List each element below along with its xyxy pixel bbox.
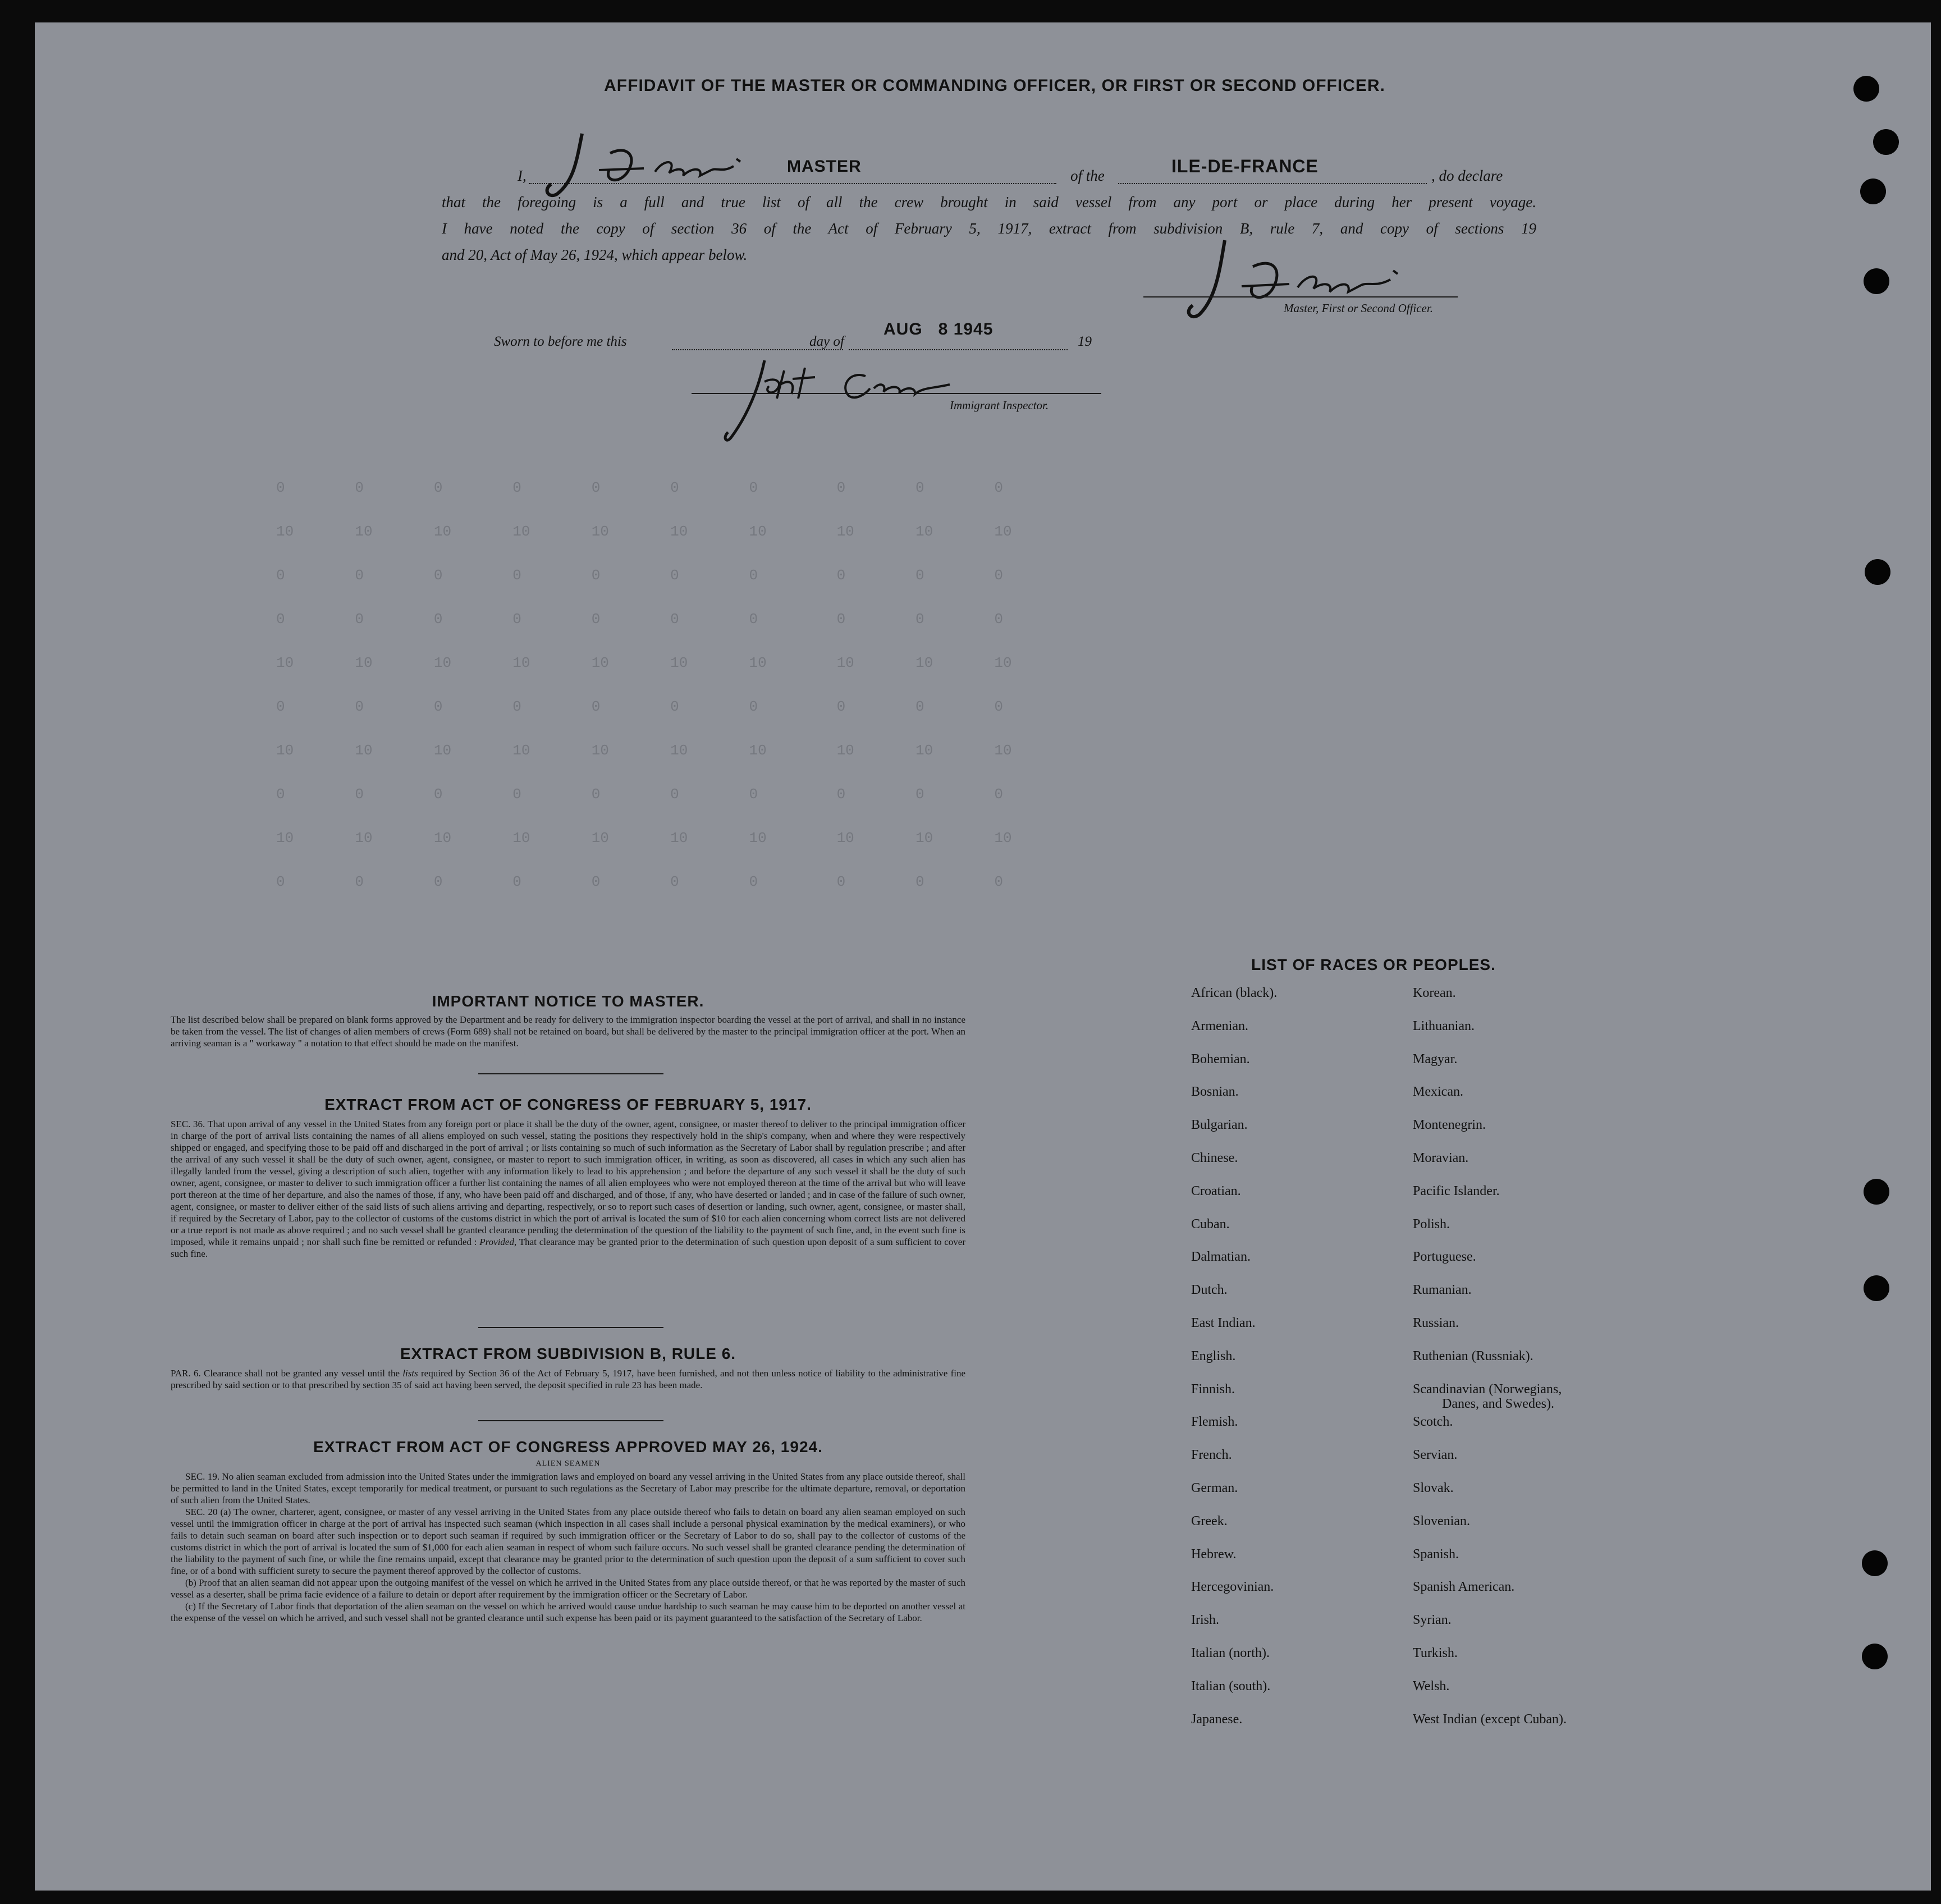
binder-hole — [1864, 1275, 1889, 1301]
race-item: Croatian. — [1191, 1183, 1241, 1198]
race-item: West Indian (except Cuban). — [1413, 1711, 1567, 1727]
binder-hole — [1860, 178, 1886, 204]
sworn-label: Sworn to before me this — [494, 334, 627, 349]
race-item: Russian. — [1413, 1316, 1459, 1330]
binder-hole — [1865, 559, 1890, 585]
race-item: Dalmatian. — [1191, 1250, 1251, 1265]
race-item: Spanish American. — [1413, 1580, 1515, 1595]
race-item-continuation: Danes, and Swedes). — [1442, 1396, 1554, 1411]
day-of-label: day of — [809, 334, 844, 349]
divider-1 — [478, 1073, 663, 1074]
race-item: Italian (south). — [1191, 1678, 1271, 1694]
notice-title: IMPORTANT NOTICE TO MASTER. — [432, 992, 704, 1010]
vessel-line — [1118, 183, 1427, 184]
race-item: Dutch. — [1191, 1283, 1228, 1298]
race-item: Cuban. — [1191, 1216, 1230, 1232]
race-item: Lithuanian. — [1413, 1018, 1475, 1033]
divider-3 — [478, 1420, 663, 1421]
race-item: Mexican. — [1413, 1084, 1463, 1100]
race-item: Japanese. — [1191, 1711, 1243, 1727]
affidavit-line-3: I have noted the copy of section 36 of the Act of February 5, 1917, extract from subdivision B, rule 7, and copy of sections 19 — [442, 220, 1536, 237]
race-item: Flemish. — [1191, 1415, 1238, 1430]
master-signature-caption: Master, First or Second Officer. — [1284, 301, 1433, 315]
race-item: Moravian. — [1413, 1151, 1469, 1165]
binder-hole — [1862, 1644, 1888, 1669]
race-item: East Indian. — [1191, 1316, 1256, 1330]
sec20c-text: (c) If the Secretary of Labor finds that deportation of the alien seaman on the vessel on which he arrived would cause undue hardship to such seaman he may cause him to be deported on another vessel at the expense of the vessel on which he arrived, and such vessel shall not be granted clearance until such expense has been paid or its payment guaranteed to the satisfaction of the Secretary of Labor. — [171, 1601, 965, 1623]
binder-hole — [1864, 1179, 1889, 1205]
race-item: Rumanian. — [1413, 1283, 1472, 1298]
year-prefix: 19 — [1078, 334, 1092, 349]
race-item: Hercegovinian. — [1191, 1580, 1274, 1595]
binder-hole — [1864, 268, 1889, 294]
rule6-title: EXTRACT FROM SUBDIVISION B, RULE 6. — [400, 1345, 736, 1362]
alien-seamen-subtitle: ALIEN SEAMEN — [535, 1459, 601, 1468]
document-page — [35, 22, 1931, 1891]
affidavit-title: AFFIDAVIT OF THE MASTER OR COMMANDING OFFICER, OR FIRST OR SECOND OFFICER. — [604, 76, 1385, 95]
role-stamp: MASTER — [787, 157, 862, 176]
rule6-text — [171, 1367, 965, 1391]
inspector-signature-line — [692, 393, 1101, 394]
of-the-label: of the — [1070, 167, 1105, 184]
race-item: Slovak. — [1413, 1481, 1454, 1495]
race-item: Spanish. — [1413, 1546, 1459, 1562]
extract-1917-title: EXTRACT FROM ACT OF CONGRESS OF FEBRUARY 5, 1917. — [324, 1096, 812, 1113]
race-item: Welsh. — [1413, 1678, 1450, 1694]
race-item: Irish. — [1191, 1613, 1219, 1628]
inspector-signature — [680, 354, 995, 452]
affidavit-line-4: and 20, Act of May 26, 1924, which appear below. — [442, 246, 748, 263]
race-item: Pacific Islander. — [1413, 1183, 1500, 1198]
vessel-stamp: ILE-DE-FRANCE — [1171, 156, 1319, 176]
rule6-lists: lists — [402, 1368, 418, 1379]
race-item: Chinese. — [1191, 1151, 1238, 1165]
race-item: Polish. — [1413, 1216, 1450, 1232]
race-item: Syrian. — [1413, 1613, 1452, 1628]
race-item: Finnish. — [1191, 1381, 1235, 1397]
sec19-text: SEC. 19. No alien seaman excluded from admission into the United States under the immigration laws and employed on board any vessel arriving in the United States from any place outside thereof, shall be permitted to land in the United States, except temporarily for medical treatment, or pursuant to such regulations as the Secretary of Labor may prescribe for the ultimate departure, removal, or deportation of such alien from the United States. — [171, 1471, 965, 1505]
affidavit-line-2: that the foregoing is a full and true list of all the crew brought in said vessel from any port or place during her present voyage. — [442, 194, 1536, 210]
race-item: Magyar. — [1413, 1051, 1458, 1067]
extract-1924-text — [171, 1471, 965, 1624]
race-item: Scotch. — [1413, 1415, 1453, 1430]
race-item: Ruthenian (Russniak). — [1413, 1348, 1533, 1363]
race-item: Servian. — [1413, 1448, 1458, 1463]
extract-1924-title: EXTRACT FROM ACT OF CONGRESS APPROVED MAY 26, 1924. — [313, 1438, 823, 1456]
inspector-caption: Immigrant Inspector. — [950, 399, 1049, 412]
race-item: African (black). — [1191, 986, 1278, 1000]
sworn-month-line — [849, 349, 1068, 350]
sec36-body: SEC. 36. That upon arrival of any vessel in the United States from any foreign port or place it shall be the duty of the owner, agent, consignee, or master thereof to deliver to the principal immigration officer in charge of the port of arrival lists containing the names of all aliens employed on such vessel, stating the positions they respectively hold in the ship's company, when and where they were respectively shipped or engaged, and specifying those to be paid off and discharged in the port of arrival ; or lists containing so much of such information as the Secretary of Labor shall by regulation prescribe ; and after the arrival of any such vessel it shall be the duty of such owner, agent, consignee, or master to report to such immigration officer, in writing, as soon as discovered, all cases in which any such alien has illegally landed from the vessel, giving a description of such alien, together with any information likely to lead to his apprehension ; and before the departure of any such vessel it shall be the duty of such owner, agent, consignee, or master to deliver to such immigration officer a further list containing the names of all alien employees who were not employed thereon at the time of the arrival but who will leave port thereon at the time of her departure, and also the names of those, if any, who have been paid off and discharged, and of those, if any, who have deserted or landed ; and in case of the failure of such owner, agent, consignee, or master to deliver either of the said lists of such aliens arriving and departing, respectively, or so to report such cases of desertion or landing, such owner, agent, consignee, or master shall, if required by the Secretary of Labor, pay to the collector of customs of the customs district in which the port of arrival is located the sum of $10 for each alien concerning whom correct lists are not delivered or a true report is not made as above required ; and no such vessel shall be granted clearance pending the determination of the question of the liability to the payment of such fine, and, in the event such fine is imposed, while it remains unpaid ; nor shall such fine be remitted or refunded : — [171, 1119, 965, 1247]
race-item: Korean. — [1413, 986, 1456, 1000]
sec36-provided: Provided, — [479, 1237, 517, 1247]
race-item: Portuguese. — [1413, 1250, 1476, 1265]
race-item: Scandinavian (Norwegians, — [1413, 1381, 1562, 1397]
extract-1917-text — [171, 1118, 965, 1260]
date-stamp: AUG 8 1945 — [883, 320, 994, 338]
race-item: Slovenian. — [1413, 1513, 1470, 1528]
race-item: Bosnian. — [1191, 1084, 1239, 1100]
binder-hole — [1853, 76, 1879, 102]
rule6-body-b: required by Section 36 of the Act of February 5, 1917, have been furnished, and not then unless notice of liability to the administrative fine prescribed by said section or to that prescribed by section 35 of said act having been served, the deposit specified in rule 23 has been made. — [171, 1368, 966, 1390]
race-item: Bulgarian. — [1191, 1118, 1248, 1133]
bleed-through-texture: 0 0 0 0 0 0 0 0 0 0 10 10 10 10 10 10 10 10 10 10 0 0 0 0 0 0 0 0 0 0 0 0 0 0 0 0 0 0 0 0 10 10 10 10 10 10 10 10 10 10 0 0 0 0 0 0 0 0 0 0 10 10 10 10 10 10 10 10 10 10 0 0 0 0 0 0 0 0 0 0 10 10 10 10 10 10 10 10 10 10 0 0 0 0 0 0 0 0 0 0 — [276, 479, 1012, 890]
sec20a-text: SEC. 20 (a) The owner, charterer, agent, consignee, or master of any vessel arriving in the United States from any place outside thereof who fails to detain on board any alien seaman employed on such vessel until the immigration officer in charge at the port of arrival has inspected such seaman (which inspection in all cases shall include a personal physical examination by the medical examiners), or who fails to detain such seaman on board after such inspection or to deport such seaman if required by such immigration officer or the Secretary of Labor to do so, shall pay to the collector of customs of the customs district in which the port of arrival is located the sum of $1,000 for each alien seaman in respect of whom such failure occurs. No such vessel shall be granted clearance pending the determination of the liability to the payment of such fine, or while the fine remains unpaid, except that clearance may be granted prior to the determination of such question upon the deposit of a sum sufficient to cover such fine, or of a bond with sufficient surety to secure the payment thereof approved by the collector of customs. — [171, 1507, 965, 1576]
race-item: German. — [1191, 1481, 1238, 1495]
race-item: Bohemian. — [1191, 1051, 1250, 1067]
sec20b-text: (b) Proof that an alien seaman did not appear upon the outgoing manifest of the vessel on which he arrived in the United States from any place outside thereof, or that he was reported by the master of such vessel as a deserter, shall be prima facie evidence of a failure to detain or deport after requirement by the immigration officer or the Secretary of Labor. — [171, 1577, 965, 1600]
races-title: LIST OF RACES OR PEOPLES. — [1251, 956, 1496, 973]
do-declare-label: , do declare — [1431, 167, 1503, 184]
race-item: Turkish. — [1413, 1646, 1458, 1660]
race-item: Hebrew. — [1191, 1546, 1237, 1562]
race-item: English. — [1191, 1348, 1236, 1363]
notice-text: The list described below shall be prepared on blank forms approved by the Department and be ready for delivery to the immigration inspector boarding the vessel at the port of arrival, and shall in no instance be taken from the vessel. The list of changes of alien members of crews (Form 689) shall not be retained on board, but shall be delivered by the master to the principal immigration officer at the port. When an arriving seaman is a " workaway " a notation to that effect should be made on the manifest. — [171, 1014, 965, 1049]
divider-2 — [478, 1327, 663, 1328]
race-item: Italian (north). — [1191, 1646, 1270, 1660]
binder-hole — [1873, 129, 1899, 155]
sec36-end: That clearance may be granted prior to the determination of such question upon deposit of a sum sufficient to cover such fine. — [171, 1237, 965, 1259]
race-item: Montenegrin. — [1413, 1118, 1486, 1133]
master-signature-line — [1143, 296, 1458, 298]
race-item: Armenian. — [1191, 1018, 1248, 1033]
master-signature-1 — [543, 128, 779, 204]
race-item: French. — [1191, 1448, 1232, 1463]
binder-hole — [1862, 1550, 1888, 1576]
affidavit-i-label: I, — [518, 167, 527, 184]
race-item: Greek. — [1191, 1513, 1228, 1528]
rule6-body-a: PAR. 6. Clearance shall not be granted any vessel until the — [171, 1368, 400, 1379]
